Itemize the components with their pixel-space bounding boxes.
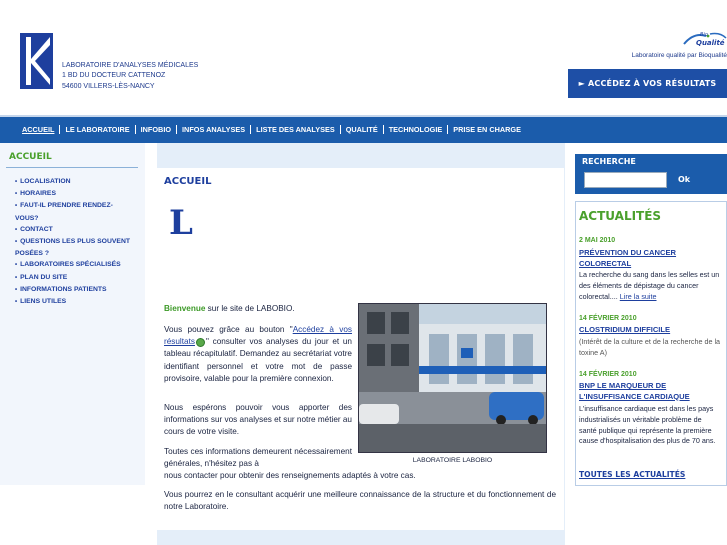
sidebar-item-horaires[interactable]: • HORAIRES xyxy=(15,188,130,200)
sidebar-item-questions[interactable]: • QUESTIONS LES PLUS SOUVENT POSÉES ? xyxy=(15,236,130,259)
laboratory-photo xyxy=(358,303,547,453)
news-text: L'insuffisance cardiaque est dans les pays industrialisés un véritable problème de santé publique qui représente la première cause d'hospitalisation des plus de 70 ans. xyxy=(579,404,716,446)
address-line-3: 54600 VILLERS-LÈS-NANCY xyxy=(62,82,155,90)
sidebar-item-localisation[interactable]: • LOCALISATION xyxy=(15,176,130,188)
results-rest: " consulter vos analyses du jour et un tableau récapitulatif. Demandez au secrétariat votre identifiant personnel et votre mot de passe provisoire, valable pour la première connexion. xyxy=(164,337,352,383)
nav-accueil[interactable]: ACCUEIL xyxy=(17,125,60,134)
main-nav xyxy=(0,115,727,143)
access-results-button[interactable]: ► ACCÉDEZ À VOS RÉSULTATS xyxy=(568,69,727,98)
bioqualite-line2: Qualité xyxy=(696,39,725,47)
news-date: 2 MAI 2010 xyxy=(579,237,616,244)
sidebar-item-liens-utiles[interactable]: • LIENS UTILES xyxy=(15,296,130,308)
nav-le-laboratoire[interactable]: LE LABORATOIRE xyxy=(60,125,135,134)
welcome-word: Bienvenue xyxy=(164,304,206,313)
results-paragraph xyxy=(164,324,352,385)
news-headline[interactable]: BNP LE MARQUEUR DE L'INSUFFISANCE CARDIAQUE xyxy=(579,381,690,401)
search-label: RECHERCHE xyxy=(582,157,636,166)
nav-technologie[interactable]: TECHNOLOGIE xyxy=(384,125,449,134)
labobio-logo[interactable] xyxy=(20,33,53,89)
lab-address xyxy=(62,61,198,92)
results-link[interactable]: Accédez à vos résultats xyxy=(164,325,352,347)
nav-infobio[interactable]: INFOBIO xyxy=(136,125,177,134)
all-news-link[interactable]: TOUTES LES ACTUALITÉS xyxy=(579,470,686,479)
sidebar-item-informations-patients[interactable]: • INFORMATIONS PATIENTS xyxy=(15,284,130,296)
news-headline[interactable]: CLOSTRIDIUM DIFFICILE xyxy=(579,325,671,334)
bioqualite-line1: Bio xyxy=(700,32,708,38)
page-title: ACCUEIL xyxy=(164,176,212,187)
address-line-2: 1 BD DU DOCTEUR CATTENOZ xyxy=(62,72,166,80)
logo-k-icon xyxy=(20,33,53,89)
building-image-icon xyxy=(359,304,547,453)
sidebar-divider xyxy=(6,167,138,168)
welcome-rest: sur le site de LABOBIO. xyxy=(205,304,295,313)
search-input[interactable] xyxy=(584,172,667,188)
nav-liste-des-analyses[interactable]: LISTE DES ANALYSES xyxy=(251,125,341,134)
sidebar-item-rendez-vous[interactable]: • FAUT-IL PRENDRE RENDEZ-VOUS? xyxy=(15,200,130,223)
search-ok-button[interactable]: Ok xyxy=(678,175,691,184)
news-date: 14 FÉVRIER 2010 xyxy=(579,371,637,378)
photo-caption: LABORATOIRE LABOBIO xyxy=(412,457,493,464)
quality-caption: Laboratoire qualité par Bioqualité xyxy=(631,52,727,59)
drop-cap: L xyxy=(169,203,193,243)
contact-paragraph-b: nous contacter pour obtenir des renseignements adaptés à votre cas. xyxy=(164,471,416,480)
bioqualite-logo[interactable] xyxy=(682,32,727,50)
news-text: (Intérêt de la culture et de la recherche de la toxine A) xyxy=(579,337,721,357)
news-title: ACTUALITÉS xyxy=(579,209,662,223)
welcome-paragraph xyxy=(164,303,354,315)
news-date: 14 FÉVRIER 2010 xyxy=(579,315,637,322)
sidebar-item-plan-du-site[interactable]: • PLAN DU SITE xyxy=(15,272,130,284)
news-summary: La recherche du sang dans les selles est un des éléments de dépistage du cancer colorectal.... xyxy=(579,270,720,301)
sidebar-item-laboratoires[interactable]: • LABORATOIRES SPÉCIALISÉS xyxy=(15,259,130,271)
nav-infos-analyses[interactable]: INFOS ANALYSES xyxy=(177,125,251,134)
nav-qualite[interactable]: QUALITÉ xyxy=(341,125,384,134)
news-text xyxy=(579,270,721,302)
header xyxy=(0,0,727,115)
news-headline[interactable]: PRÉVENTION DU CANCER COLORECTAL xyxy=(579,248,677,268)
sidebar-item-contact[interactable]: • CONTACT xyxy=(15,224,130,236)
sidebar-title: ACCUEIL xyxy=(9,152,52,162)
structure-paragraph: Vous pourrez en le consultant acquérir une meilleure connaissance de la structure et du fonctionnement de notre Laboratoire. xyxy=(164,490,556,512)
address-line-1: LABORATOIRE D'ANALYSES MÉDICALES xyxy=(62,62,199,69)
column-gap xyxy=(145,143,157,545)
sidebar-footer-gap xyxy=(0,485,145,545)
results-link-icon[interactable] xyxy=(196,338,205,347)
news-read-more-link[interactable]: Lire la suite xyxy=(619,291,657,301)
sidebar-menu xyxy=(15,176,130,308)
nav-prise-en-charge[interactable]: PRISE EN CHARGE xyxy=(453,124,521,134)
info-paragraph: Nous espérons pouvoir vous apporter des informations sur vos analyses et sur notre métier au cours de votre visite. xyxy=(164,403,352,437)
contact-paragraph-a: Toutes ces informations demeurent nécessairement générales, n'hésitez pas à xyxy=(164,447,352,469)
results-intro: Vous pouvez grâce au bouton " xyxy=(164,325,293,334)
